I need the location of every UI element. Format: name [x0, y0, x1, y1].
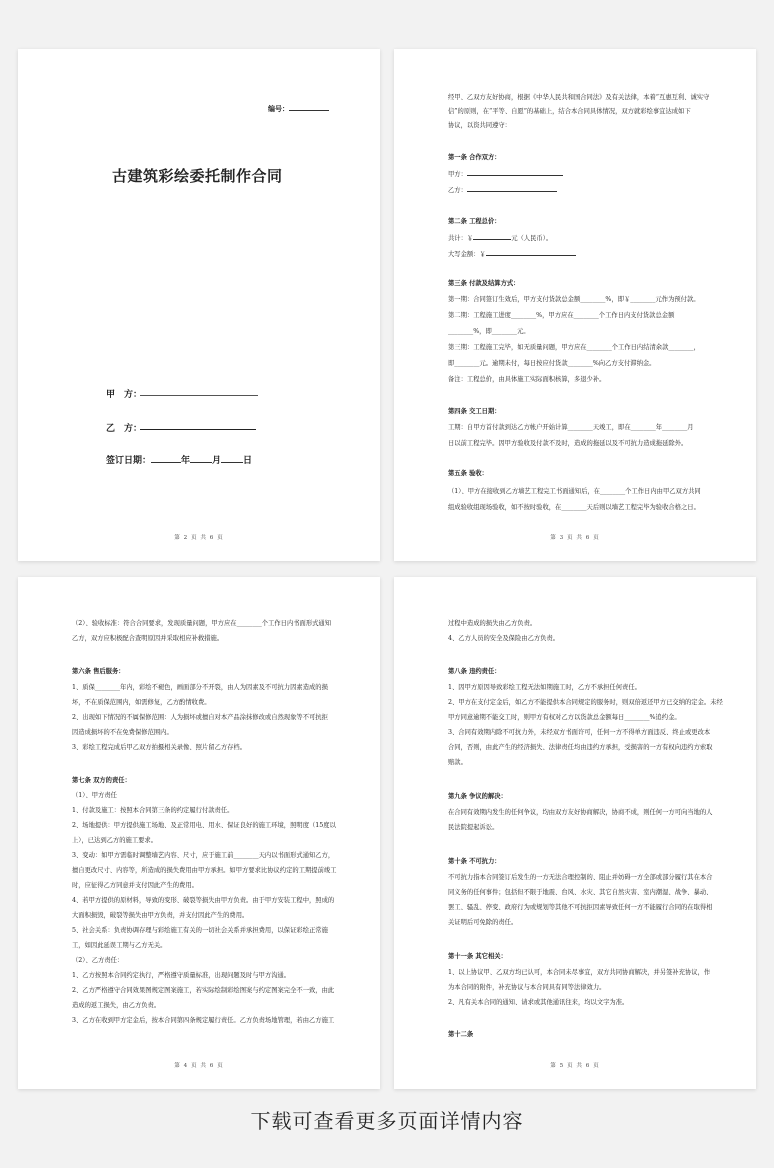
text-line: 同义务的任何事件；包括但不限于地震、台风、水灾、其它自然灾害、室内潮湿、战争、暴动、	[448, 889, 713, 896]
party-a-field: 甲方：	[448, 169, 563, 179]
text-line: 5、社会关系：负责协调存理与彩绘施工有关的一切社会关系并承担费用，以保证彩绘正常施	[72, 927, 328, 934]
text-line: 2、凡有关本合同的通知、请求或其他通讯往来，均以文字为准。	[448, 999, 629, 1006]
text-line: 罢工、骚乱、停变、政府行为或规划等其他不可抗拒因素导致任何一方不能履行合同的在取得相	[448, 904, 713, 911]
text-line: 为本合同的附件，补充协议与本合同具有同等法律效力。	[448, 984, 606, 991]
article-title: 第三条 付款及结算方式：	[448, 280, 520, 287]
contract-page-3	[394, 49, 756, 561]
text-line: 1、以上协议甲、乙双方均已认可，本合同未尽事宜，双方共同协商解决，并另签补充协议，作	[448, 969, 711, 976]
contract-number: 编号：	[268, 104, 329, 114]
text-line: 擅自更改尺寸、内容等，所造成的损失费用由甲方承担。如甲方要求比协议约定的工期提前竣工	[72, 867, 337, 874]
text-line: 2、出现如下情况的不属保修范围：人为损坏或擅自对本产品涂抹修改或自然现象等不可抗拒	[72, 714, 328, 721]
article-title: 第六条 售后服务：	[72, 668, 125, 675]
text-line: 2、乙方严格遵守合同效果图规定图案施工，若实际绘制彩绘图案与约定图案完全不一致，由此	[72, 987, 335, 994]
contract-title: 古建筑彩绘委托制作合同	[112, 167, 283, 185]
text-line: 日以前工程完毕。因甲方验收及付款不及时，造成的拖延以及不可抗力造成拖延除外。	[448, 440, 688, 447]
page-footer: 第 4 页 共 6 页	[174, 1063, 224, 1069]
contract-page-5	[394, 577, 756, 1089]
text-line: （1）、甲方责任	[72, 792, 117, 799]
article-title: 第八条 违约责任：	[448, 668, 501, 675]
text-line: 3、变动：如甲方需临时调整墙艺内容、尺寸，应于施工前________天内以书面形式通知乙方，	[72, 852, 335, 859]
text-line: 过程中造成的损失由乙方负责。	[448, 620, 537, 627]
text-line: 2、甲方在支付定金后，如乙方不能提供本合同规定的服务时，则双倍返还甲方已交纳的定金。未经	[448, 699, 723, 706]
contract-page-2	[18, 49, 380, 561]
text-line: 乙方，双方应积极配合查明原因并采取相应补救措施。	[72, 635, 224, 642]
article-title: 第四条 交工日期：	[448, 408, 501, 415]
party-b-field: 乙方：	[448, 185, 557, 195]
total-price: 共计：￥ 元（人民币）。	[448, 235, 553, 242]
text-line: 造成的返工损失，由乙方负责。	[72, 1002, 161, 1009]
text-line: 经甲、乙双方友好协商，根据《中华人民共和国合同法》及有关法律，本着“互惠互利、诚实守	[448, 94, 710, 101]
text-line: （2）、乙方责任：	[72, 957, 124, 964]
text-line: 大面积损毁，破裂等损失由甲方负责，并支付因此产生的费用。	[72, 912, 249, 919]
text-line: 上），已达到乙方的施工要求。	[72, 837, 158, 844]
sign-date-line: 签订日期： 年 月 日	[106, 456, 253, 466]
article-title: 第九条 争议的解决：	[448, 793, 507, 800]
text-line: 因造成损坏的不在免费保修范围内。	[72, 729, 173, 736]
text-line: 甲方同意逾期不能交工时，则甲方有权对乙方以货款总金额每日________%追约金。	[448, 714, 681, 721]
text-line: 1、付款及施工：按照本合同第三条的约定履行付款责任。	[72, 807, 234, 814]
text-line: 1、质保________年内，彩绘不褪色，画面部分不开裂，由人为因素及不可抗力因素造成的损	[72, 684, 328, 691]
text-line: 协议，以资共同遵守：	[448, 122, 511, 129]
text-line: 2、场地提供：甲方提供施工场地、及正常用电、用水、保证良好的施工环境，照明度（15度以	[72, 822, 336, 829]
text-line: ________%，即________元。	[448, 328, 530, 335]
text-line: 时，应征得乙方同意并支付因此产生的费用。	[72, 882, 198, 889]
text-line: 关证明后可免除的责任。	[448, 919, 518, 926]
contract-page-4	[18, 577, 380, 1089]
text-line: 坏，不在质保范围内，如需修复，乙方酌情收费。	[72, 699, 211, 706]
text-line: （1）、甲方在接收到乙方墙艺工程完工书面通知后，在________个工作日内由甲乙双方共同	[448, 488, 701, 495]
article-title: 第十一条 其它相关：	[448, 953, 507, 960]
text-line: 1、因甲方原因导致彩绘工程无法如期施工时，乙方不承担任何责任。	[448, 684, 641, 691]
text-line: 第三期：工程施工完毕，如无质量问题，甲方应在________个工作日内结清余款________，	[448, 344, 700, 351]
article-title: 第二条 工程总价：	[448, 218, 501, 225]
article-title: 第十二条	[448, 1031, 474, 1038]
total-price-upper: 大写金额：￥	[448, 249, 576, 259]
party-b-line: 乙 方：	[106, 424, 143, 434]
text-line: 1、乙方按照本合同约定执行，严格遵守质量标准，出现问题及时与甲方沟通。	[72, 972, 291, 979]
page-footer: 第 5 页 共 6 页	[550, 1063, 600, 1069]
article-title: 第五条 验收：	[448, 470, 488, 477]
text-line: 即________元。逾期未付，每日按应付货款________%向乙方支付滞纳金。	[448, 360, 656, 367]
article-title: 第一条 合作双方：	[448, 154, 501, 161]
text-line: 不可抗力指本合同签订后发生的一方无法合理控制的、阻止并妨碍一方全部或部分履行其在本合	[448, 874, 713, 881]
article-title: 第七条 双方的责任：	[72, 777, 131, 784]
text-line: 3、乙方在收到甲方定金后，按本合同第四条规定履行责任。乙方负责场地管理，若由乙方施工	[72, 1017, 335, 1024]
text-line: 合同，否则，由此产生的经济损失、法律责任均由违约方承担，受损害的一方有权向违约方索取	[448, 744, 713, 751]
text-line: 工期：自甲方首付款到达乙方帐户开始计算________天竣工，即在________年________月	[448, 424, 694, 431]
download-caption: 下载可查看更多页面详情内容	[250, 1109, 524, 1133]
text-line: 在合同有效期内发生的任何争议，均由双方友好协商解决，协商不成，则任何一方可向当地的人	[448, 809, 713, 816]
text-line: 第一期：合同签订生效后，甲方支付货款总金额________%，即￥________元作为预付款。	[448, 296, 700, 303]
party-a-line: 甲 方：	[106, 390, 143, 400]
text-line: 信”的原则，在“平等、自愿”的基础上，结合本合同具体情况，双方就彩绘事宜达成如下	[448, 108, 691, 115]
text-line: 工，如因此延误工期与乙方无关。	[72, 942, 167, 949]
page-footer: 第 3 页 共 6 页	[550, 535, 600, 541]
page-footer: 第 2 页 共 6 页	[174, 535, 224, 541]
text-line: 备注：工程总价，由具体施工实际面积核算，多退少补。	[448, 376, 606, 383]
text-line: 3、合同有效期内除不可抗力外，未经双方书面许可，任何一方不得单方面违反、终止或更改本	[448, 729, 711, 736]
text-line: 3、彩绘工程完成后甲乙双方拍摄相关录像、照片留乙方存档。	[72, 744, 247, 751]
text-line: 民法院提起诉讼。	[448, 824, 499, 831]
text-line: 第二期：工程施工进度________%，甲方应在________个工作日内支付货款总金额	[448, 312, 675, 319]
text-line: 赔款。	[448, 759, 467, 766]
text-line: 4、若甲方提供的原材料，导致的变形、破裂等损失由甲方负责。由于甲方安装工程中，照成的	[72, 897, 335, 904]
text-line: 组成验收组现场验收，如不按时验收，在________天后则以墙艺工程完毕为验收合格之日。	[448, 504, 700, 511]
text-line: （2）、验收标准：符合合同要求，发现质量问题，甲方应在________个工作日内书面形式通知	[72, 620, 332, 627]
article-title: 第十条 不可抗力：	[448, 858, 501, 865]
text-line: 4、乙方人员的安全及保险由乙方负责。	[448, 635, 560, 642]
